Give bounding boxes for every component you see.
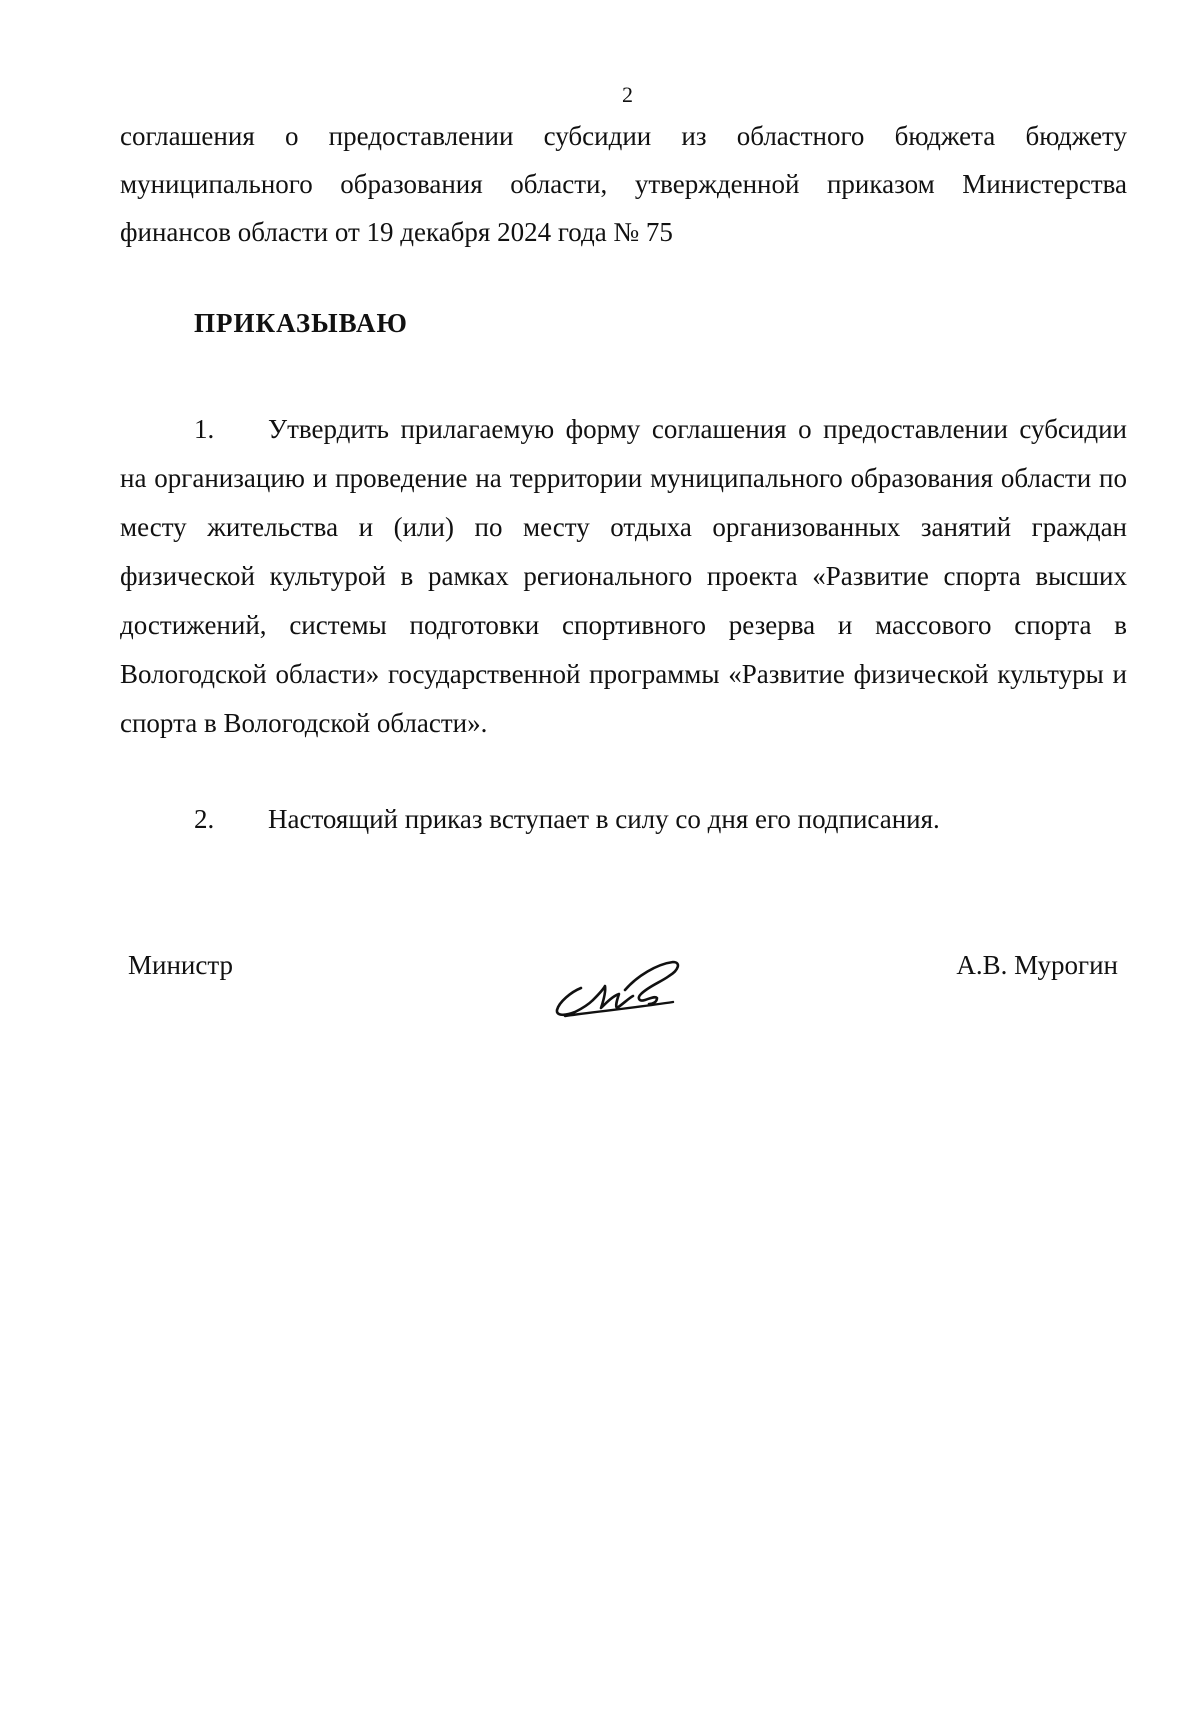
handwritten-signature	[553, 956, 683, 1026]
order-item-text: Настоящий приказ вступает в силу со дня его подписания.	[268, 804, 940, 834]
order-item-2	[120, 795, 1127, 844]
signer-name: А.В. Мурогин	[956, 950, 1118, 980]
signature-block	[128, 950, 1118, 1040]
order-item-number: 1.	[194, 414, 215, 444]
intro-paragraph: соглашения о предоставлении субсидии из областного бюджета бюджету муниципального образования области, утвержденной приказом Министерства финансов области от 19 декабря 2024 года № 75	[120, 121, 1127, 247]
order-heading: ПРИКАЗЫВАЮ	[194, 308, 408, 338]
signer-position: Министр	[128, 950, 233, 980]
order-item-1	[120, 405, 1127, 748]
order-item-number: 2.	[194, 804, 215, 834]
page-number: 2	[622, 82, 633, 107]
order-item-text: Утвердить прилагаемую форму соглашения о предоставлении субсидии на организацию и проведение на территории муниципального образования области по месту жительства и (или) по месту отдыха организованных занятий граждан физической культурой в рамках регионального проекта «Развитие спорта высших достижений, системы подготовки спортивного резерва и массового спорта в Вологодской области» государственной программы «Развитие физической культуры и спорта в Вологодской области».	[120, 414, 1127, 738]
